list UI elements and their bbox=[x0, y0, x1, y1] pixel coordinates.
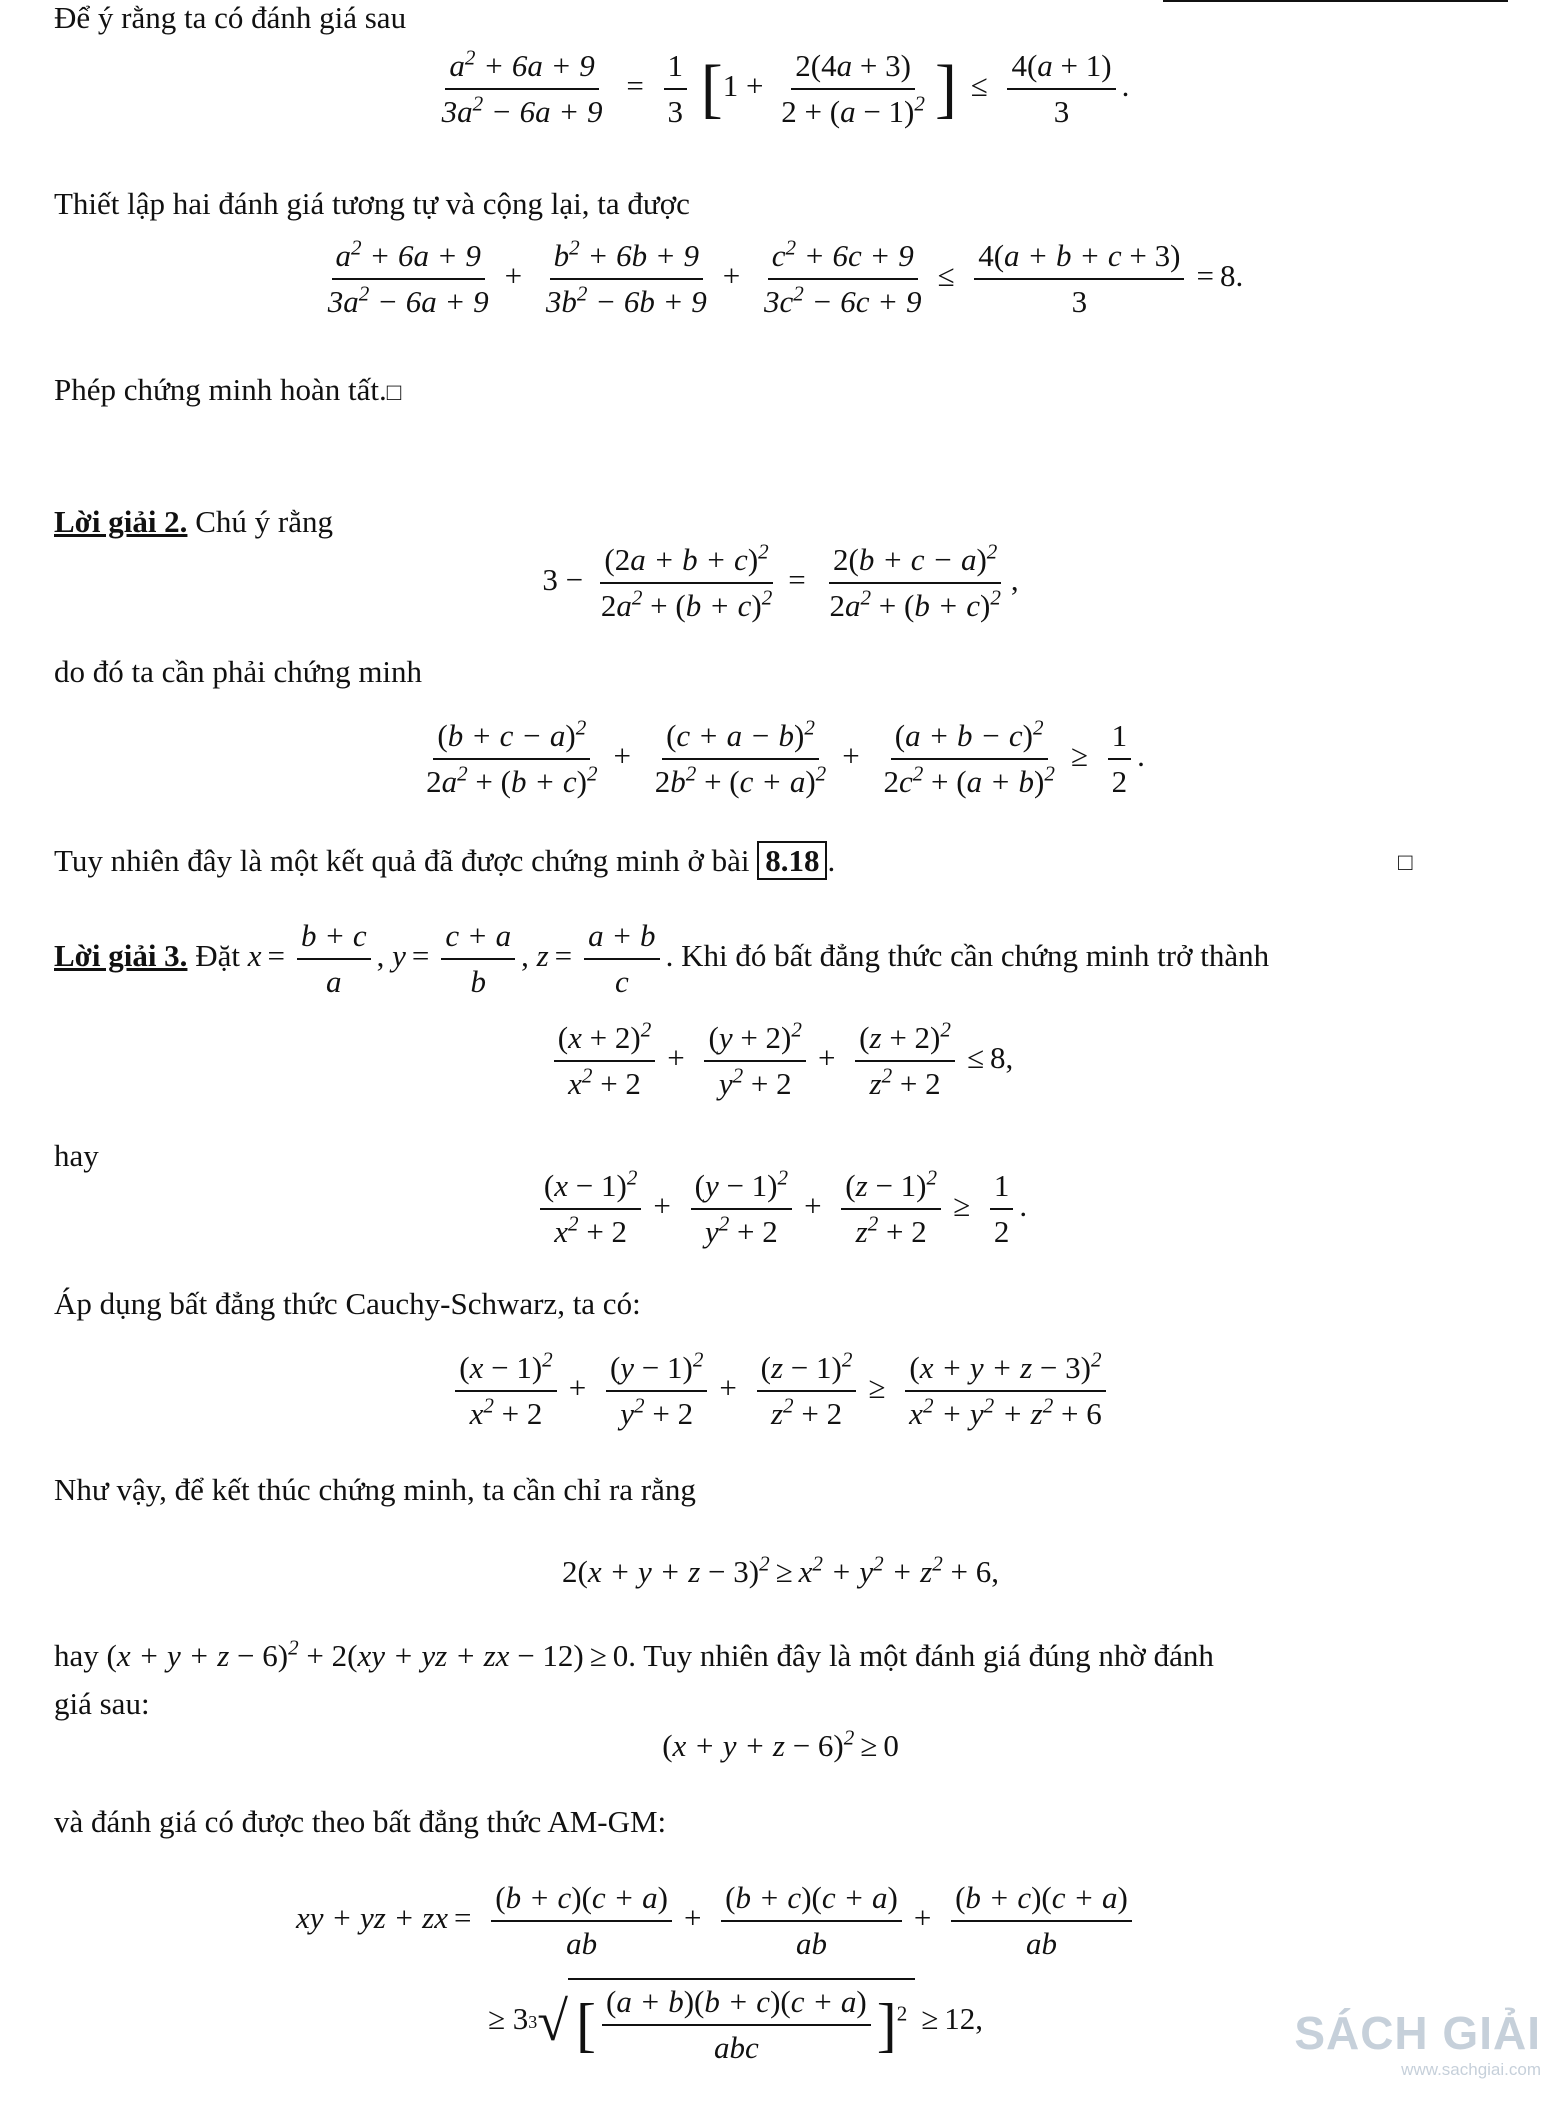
solution-3-heading: Lời giải 3. Đặt x = $\frac{b + c}{a}$ , y = $\frac{c + a}{b}$ , z = $\frac{a + b}{c}$ . Khi đó bất đẳng thức cần chứng minh trở thành bbox=[54, 918, 1270, 999]
paragraph-amgm: và đánh giá có được theo bất đẳng thức AM-GM: bbox=[54, 1804, 667, 1839]
equation-9: $(x + y + z - 6)^2 \ge 0$ bbox=[662, 1725, 899, 1763]
paragraph-intro: Để ý rằng ta có đánh giá sau bbox=[54, 0, 407, 35]
problem-reference: 8.18 bbox=[757, 841, 827, 880]
paragraph-cauchy: Áp dụng bất đẳng thức Cauchy-Schwarz, ta có: bbox=[54, 1286, 641, 1321]
equation-10-line-2: ≥ 3 3 √ [ $\frac{(a + b)(b + c)(c + a)}{\text{abc}}$ ]$^2$ ≥ 12, bbox=[488, 1978, 983, 2066]
paragraph-need: do đó ta cần phải chứng minh bbox=[54, 654, 423, 689]
solution-2-heading: Lời giải 2. Chú ý rằng bbox=[54, 504, 333, 539]
paragraph-expansion-line2: giá sau: bbox=[54, 1686, 150, 1721]
equation-5: $\frac{(x + 2)^2}{x^2 + 2}$ + $\frac{(y + 2)^2}{y^2 + 2}$ + $\frac{(z + 2)^2}{z^2 + 2}$ ≤ 8, bbox=[0, 1020, 1561, 1102]
paragraph-conclude: Như vậy, để kết thúc chứng minh, ta cần chỉ ra rằng bbox=[54, 1472, 696, 1507]
paragraph-reference: Tuy nhiên đây là một kết quả đã được chứng minh ở bài 8.18 . bbox=[54, 843, 836, 878]
solution-2-label: Lời giải 2. bbox=[54, 504, 188, 539]
solution-3-label: Lời giải 3. bbox=[54, 938, 188, 974]
qed-mark-2: □ bbox=[1398, 850, 1413, 876]
top-rule bbox=[1163, 0, 1508, 2]
equation-6: $\frac{(x - 1)^2}{x^2 + 2}$ + $\frac{(y - 1)^2}{y^2 + 2}$ + $\frac{(z - 1)^2}{z^2 + 2}$ ≥ $\frac{1}{2}$ . bbox=[0, 1168, 1561, 1250]
paragraph-expansion: hay $(x + y + z - 6)^2 + 2(xy$ + yz + zx − 12) ≥ 0. Tuy nhiên đây là một đánh giá đúng nhờ đánh bbox=[54, 1635, 1214, 1673]
equation-3: 3 − $\frac{(2a + b + c)^2}{2a^2 + (b + c)^2}$ = $\frac{2(b + c - a)^2}{2a^2 + (b + c)^2}$ , bbox=[542, 539, 1019, 623]
equation-4: $\frac{(b + c - a)^2}{2a^2 + (b + c)^2}$ + $\frac{(c + a - b)^2}{2b^2 + (c + a)^2}$ + $\frac{(a + b - c)^2}{2c^2 + (a + b)^2}$ ≥ $\frac{1}{2}$ . bbox=[426, 715, 1145, 799]
equation-2: $\frac{a^2 + 6a + 9}{3a^2 - 6a + 9}$ + $\frac{b^2 + 6b + 9}{3b^2 - 6b + 9}$ + $\frac{c^2 + 6c + 9}{3c^2 - 6c + 9}$ ≤ $\frac{4(a + b + c + 3)}{3}$ = 8. bbox=[327, 235, 1244, 319]
watermark-url: www.sachgiai.com bbox=[1401, 2060, 1541, 2079]
paragraph-done: Phép chứng minh hoàn tất.□ bbox=[54, 372, 402, 407]
paragraph-sum: Thiết lập hai đánh giá tương tự và cộng lại, ta được bbox=[54, 186, 690, 221]
equation-8: $2(x + y + z - 3)^2 \ge x^2 + y^2 + z^2 + 6$, bbox=[562, 1551, 999, 1589]
watermark bbox=[1294, 2006, 1541, 2080]
equation-10-line-1: xy + yz + zx = $\frac{(b + c)(c + a)}{ab}$ + $\frac{(b + c)(c + a)}{ab}$ + $\frac{(b + c)(c + a)}{ab}$ bbox=[296, 1880, 1138, 1962]
equation-7: $\frac{(x - 1)^2}{x^2 + 2}$ + $\frac{(y - 1)^2}{y^2 + 2}$ + $\frac{(z - 1)^2}{z^2 + 2}$ ≥ $\frac{(x + y + z - 3)^2}{x^2 + y^2 + z^2 + 6}$ bbox=[0, 1350, 1561, 1432]
equation-1: $\frac{a^2 + 6a + 9}{3a^2 - 6a + 9}$ = $\frac{1}{3}$ [1 + $\frac{2(4a + 3)}{2 + (a - 1)^2}$ ] ≤ $\frac{4(a + 1)}{3}$ . bbox=[441, 45, 1130, 129]
qed-mark: □ bbox=[386, 380, 402, 406]
watermark-logo: SÁCH GIẢI bbox=[1294, 2007, 1541, 2059]
word-hay: hay bbox=[54, 1138, 99, 1173]
